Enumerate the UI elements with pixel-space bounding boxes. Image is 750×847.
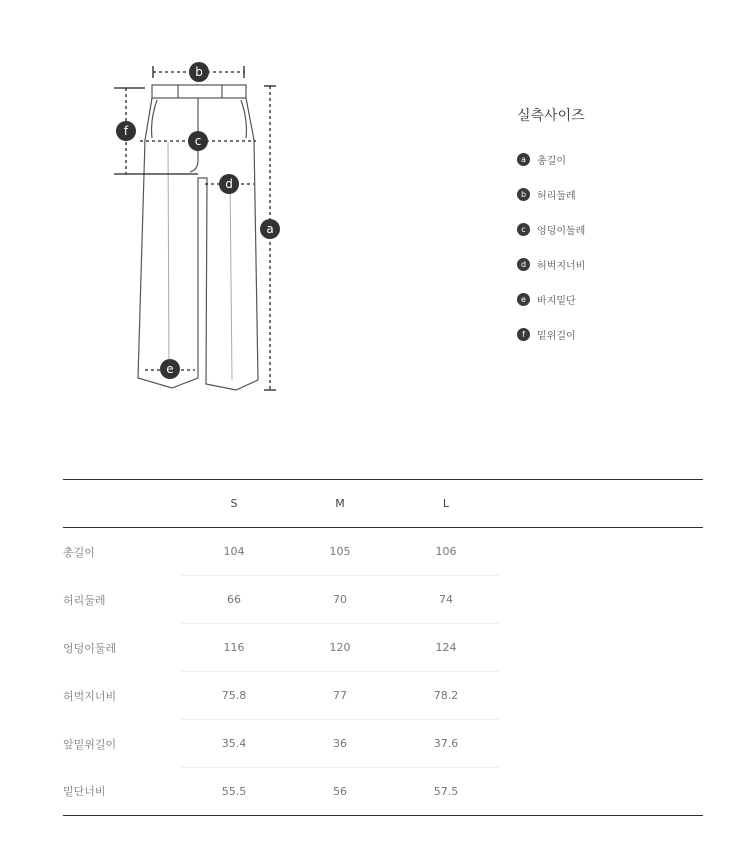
cell-l: 106 [393, 528, 499, 576]
diagram-label-e: e [166, 362, 174, 376]
legend-item-hem [517, 292, 576, 307]
table-row [63, 768, 703, 816]
table-row [63, 624, 703, 672]
size-table-container [63, 479, 703, 816]
diagram-label-a: a [266, 222, 274, 236]
cell-l: 57.5 [393, 768, 499, 816]
legend-item-label: 허벅지너비 [537, 261, 586, 272]
cell-m: 56 [287, 768, 393, 816]
cell-s: 66 [181, 576, 287, 624]
cell-l: 37.6 [393, 720, 499, 768]
header-label-column [63, 480, 181, 528]
badge-d-icon: d [517, 258, 530, 271]
diagram-label-d: d [225, 177, 233, 191]
legend-item-thigh [517, 257, 585, 272]
legend-item-waist [517, 187, 576, 202]
cell-s: 104 [181, 528, 287, 576]
cell-empty [499, 624, 703, 672]
cell-m: 77 [287, 672, 393, 720]
diagram-label-f: f [123, 124, 129, 138]
header-size-m: M [287, 480, 393, 528]
cell-empty [499, 768, 703, 816]
table-row [63, 672, 703, 720]
cell-l: 74 [393, 576, 499, 624]
cell-empty [499, 720, 703, 768]
legend-item-label: 밑위길이 [537, 331, 576, 342]
legend-item-label: 바지밑단 [537, 296, 576, 307]
cell-s: 35.4 [181, 720, 287, 768]
legend-item-label: 총길이 [537, 156, 566, 167]
row-label: 엉덩이둘레 [63, 641, 117, 655]
badge-b-icon: b [517, 188, 530, 201]
cell-l: 124 [393, 624, 499, 672]
cell-empty [499, 672, 703, 720]
diagram-label-c: c [194, 134, 202, 148]
cell-l: 78.2 [393, 672, 499, 720]
row-label: 허벅지너비 [63, 689, 117, 703]
row-label: 허리둘레 [63, 593, 106, 607]
badge-e-icon: e [517, 293, 530, 306]
cell-empty [499, 528, 703, 576]
header-size-l: L [393, 480, 499, 528]
table-row [63, 720, 703, 768]
legend-item-label: 엉덩이둘레 [537, 226, 586, 237]
diagram-label-b: b [195, 65, 203, 79]
size-table [63, 479, 703, 816]
legend-item-hip [517, 222, 585, 237]
legend-item-total-length [517, 152, 566, 167]
cell-m: 105 [287, 528, 393, 576]
badge-a-icon: a [517, 153, 530, 166]
header-empty [499, 480, 703, 528]
cell-s: 55.5 [181, 768, 287, 816]
row-label: 총길이 [63, 545, 95, 559]
cell-s: 75.8 [181, 672, 287, 720]
cell-s: 116 [181, 624, 287, 672]
legend-item-label: 허리둘레 [537, 191, 576, 202]
cell-m: 36 [287, 720, 393, 768]
badge-f-icon: f [517, 328, 530, 341]
cell-empty [499, 576, 703, 624]
legend-title: 실측사이즈 [517, 108, 585, 124]
header-size-s: S [181, 480, 287, 528]
row-label: 앞밑위길이 [63, 737, 117, 751]
row-label: 밑단너비 [63, 768, 181, 816]
cell-m: 120 [287, 624, 393, 672]
badge-c-icon: c [517, 223, 530, 236]
cell-m: 70 [287, 576, 393, 624]
legend-item-rise [517, 327, 576, 342]
table-row [63, 528, 703, 576]
table-header-row [63, 480, 703, 528]
table-row [63, 576, 703, 624]
